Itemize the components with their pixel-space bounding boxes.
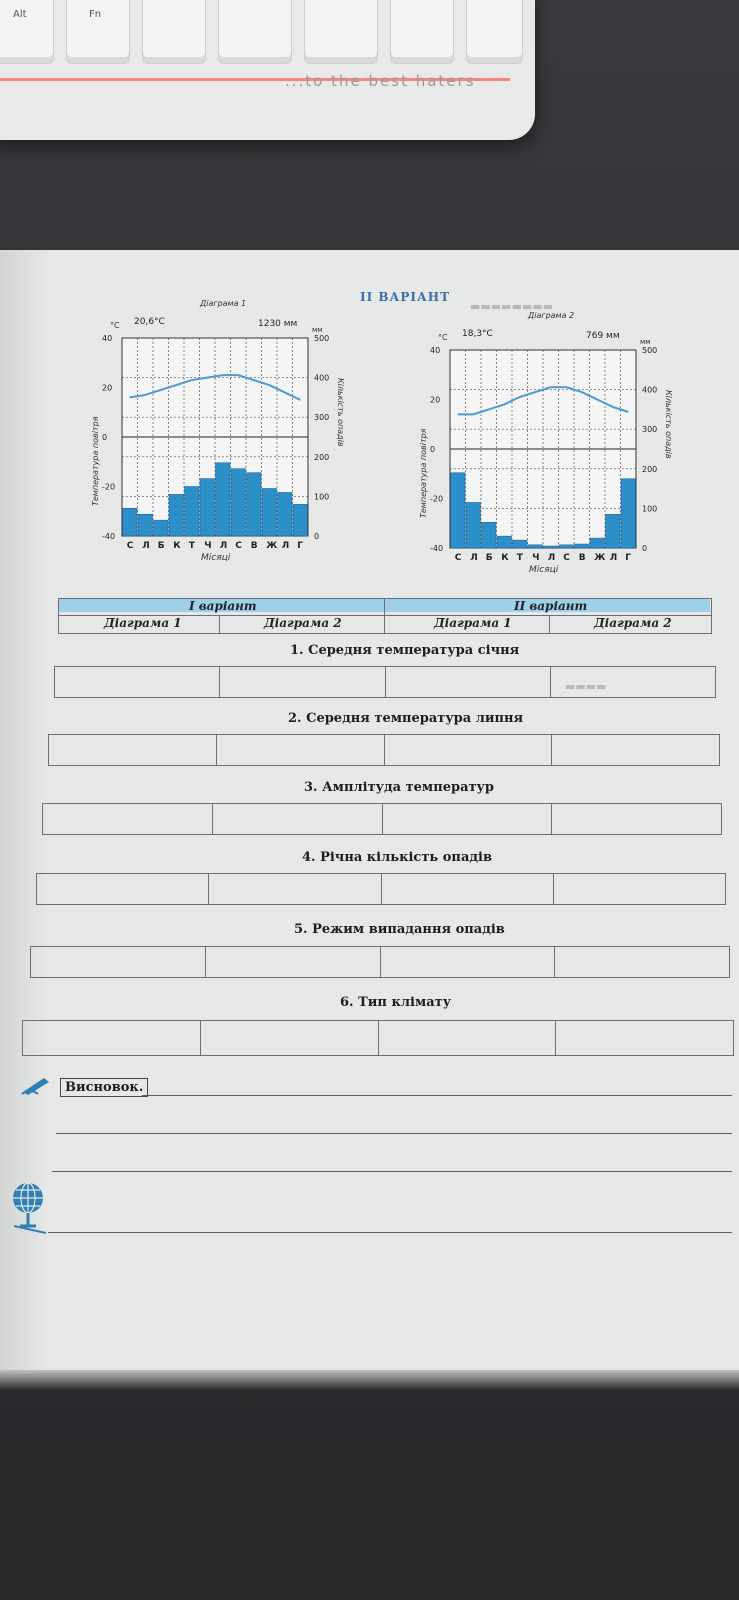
right-tick-label: 200 [642,464,658,474]
month-label: Л [142,541,150,551]
answer-cell[interactable] [37,874,209,905]
annual-temp-label: 20,6°C [134,317,165,327]
answer-cell[interactable] [381,874,553,905]
precip-bar [466,502,481,548]
x-axis-label: Місяці [529,565,559,575]
answer-row-2 [48,734,720,766]
precip-bar [247,473,262,536]
month-label: К [501,553,509,563]
key-fn [66,0,130,64]
conclusion-label: Висновок. [60,1078,148,1097]
precip-bar [528,545,543,548]
key [142,0,206,64]
answer-cell[interactable] [31,947,206,978]
variant-title: ІІ ВАРІАНТ [360,290,450,304]
key [218,0,292,64]
answer-row-6 [22,1020,734,1056]
left-tick-label: -20 [102,482,116,492]
divider [59,615,711,616]
header-diagram-1: Діаграма 1 [104,616,182,630]
right-tick-label: 0 [642,544,648,553]
bleed-through-text: ▬▬▬▬ [565,680,607,693]
right-tick-label: 300 [642,425,658,435]
question-6-title: 6. Тип клімату [340,995,452,1010]
precip-bar [559,545,574,548]
answer-row-3 [42,803,722,835]
answer-cell[interactable] [49,735,217,766]
month-label: Т [516,553,523,563]
conclusion-line[interactable] [52,1171,732,1172]
month-label: К [173,541,181,551]
question-3-title: 3. Амплітуда температур [304,780,494,795]
month-label: Б [157,541,165,551]
left-tick-label: 40 [430,346,441,355]
answer-cell[interactable] [209,874,381,905]
right-tick-label: 0 [314,532,320,541]
precip-bar [154,520,169,536]
key [304,0,378,64]
answer-cell[interactable] [216,735,384,766]
month-label: Б [485,553,493,563]
keyboard [0,0,535,140]
conclusion-line[interactable] [142,1095,732,1096]
left-tick-label: 0 [102,433,108,442]
month-label: Л [281,541,290,551]
divider [549,615,550,633]
precip-bar [216,463,231,536]
header-variant-2: ІІ варіант [514,599,588,613]
annual-precip-label: 1230 мм [258,319,298,329]
answer-cell[interactable] [555,947,730,978]
precip-bar [497,536,512,548]
right-tick-label: 300 [314,413,330,423]
month-label: Ч [532,553,540,563]
y-right-axis-label: Кількість опадів [664,390,673,459]
key-alt [0,0,54,64]
precip-bar [200,479,215,536]
temp-unit: °C [438,333,448,342]
right-tick-label: 400 [314,373,330,383]
left-tick-label: -40 [102,532,116,541]
question-2-title: 2. Середня температура липня [288,711,524,726]
diagram-caption: Діаграма 1 [200,299,247,308]
month-label: В [250,541,258,551]
header-diagram-3: Діаграма 1 [434,616,512,630]
answer-cell[interactable] [220,667,385,698]
key [466,0,523,64]
y-right-axis-label: Кількість опадів [336,378,345,447]
climate-diagram-2 [398,310,698,600]
month-label: Л [219,541,228,551]
y-left-axis-label: Температура повітря [419,428,428,518]
answer-cell[interactable] [55,667,220,698]
answer-cell[interactable] [552,804,722,835]
precip-unit: мм [640,338,651,346]
answer-cell[interactable] [385,667,550,698]
month-label: В [578,553,586,563]
month-label: Л [470,553,478,563]
answer-cell[interactable] [550,667,715,698]
answer-row-1 [54,666,716,698]
header-diagram-2: Діаграма 2 [264,616,342,630]
answer-cell[interactable] [205,947,380,978]
answer-row-5 [30,946,730,978]
key-label: Fn [89,9,102,20]
precip-bar [231,469,246,536]
precip-bar [575,544,590,548]
precip-bar [169,494,184,536]
right-tick-label: 500 [314,334,330,343]
question-4-title: 4. Річна кількість опадів [302,850,492,865]
precip-bar [451,473,466,548]
page-shadow [0,1370,739,1390]
answer-cell[interactable] [553,874,725,905]
month-label: С [126,541,134,551]
answer-cell[interactable] [556,1021,734,1056]
key [390,0,454,64]
precip-bar [123,508,138,536]
divider [384,599,385,633]
answer-cell[interactable] [378,1021,556,1056]
divider [219,615,220,633]
precip-bar [621,479,636,548]
month-label: Ж [594,553,606,563]
month-label: Ч [204,541,212,551]
table-header [58,598,712,634]
y-left-axis-label: Температура повітря [91,416,100,506]
answer-cell[interactable] [212,804,382,835]
right-tick-label: 200 [314,452,330,462]
conclusion-line[interactable] [48,1232,732,1233]
left-tick-label: 20 [430,395,441,405]
keyboard-brand-text: ...to the best haters [285,72,476,90]
left-tick-label: 20 [102,383,113,393]
bleed-through-text: ▬▬▬▬▬▬▬▬ [470,300,554,313]
answer-cell[interactable] [23,1021,201,1056]
left-tick-label: -20 [430,494,444,504]
right-tick-label: 400 [642,385,658,395]
climate-diagram-1-svg [70,298,370,588]
answer-cell[interactable] [43,804,213,835]
answer-cell[interactable] [200,1021,378,1056]
month-label: Г [625,553,631,563]
right-tick-label: 500 [642,346,658,355]
annual-temp-label: 18,3°C [462,329,493,339]
header-variant-1: І варіант [189,599,257,613]
climate-diagram-1 [70,298,370,588]
key-label: Alt [13,9,27,20]
conclusion-line[interactable] [56,1133,732,1134]
header-diagram-4: Діаграма 2 [594,616,672,630]
left-tick-label: 0 [430,445,436,454]
answer-row-4 [36,873,726,905]
question-1-title: 1. Середня температура січня [290,643,520,658]
right-tick-label: 100 [642,504,658,514]
diagram-caption: Діаграма 2 [528,311,575,320]
left-tick-label: -40 [430,544,444,553]
precip-bar [544,546,559,548]
precip-bar [293,504,308,536]
climate-diagram-2-svg [398,310,698,600]
month-label: С [235,541,242,551]
month-label: С [454,553,462,563]
precip-bar [262,488,277,536]
annual-precip-label: 769 мм [586,331,620,341]
answer-cell[interactable] [380,947,555,978]
globe-icon [10,1180,46,1234]
temp-unit: °C [110,321,120,330]
precip-bar [606,514,621,548]
month-label: Л [547,553,556,563]
precip-bar [590,538,605,548]
precip-bar [138,514,153,536]
month-label: Г [297,541,303,551]
question-5-title: 5. Режим випадання опадів [294,922,505,937]
left-tick-label: 40 [102,334,113,343]
precip-bar [278,492,293,536]
precip-bar [185,487,200,537]
month-label: С [563,553,570,563]
month-label: Т [188,541,195,551]
month-label: Ж [266,541,278,551]
answer-cell[interactable] [382,804,552,835]
answer-cell[interactable] [552,735,720,766]
right-tick-label: 100 [314,492,330,502]
x-axis-label: Місяці [201,553,231,563]
answer-cell[interactable] [384,735,552,766]
precip-unit: мм [312,326,323,334]
month-label: Л [609,553,618,563]
pen-icon [20,1074,54,1096]
precip-bar [482,522,497,548]
precip-bar [513,540,528,548]
